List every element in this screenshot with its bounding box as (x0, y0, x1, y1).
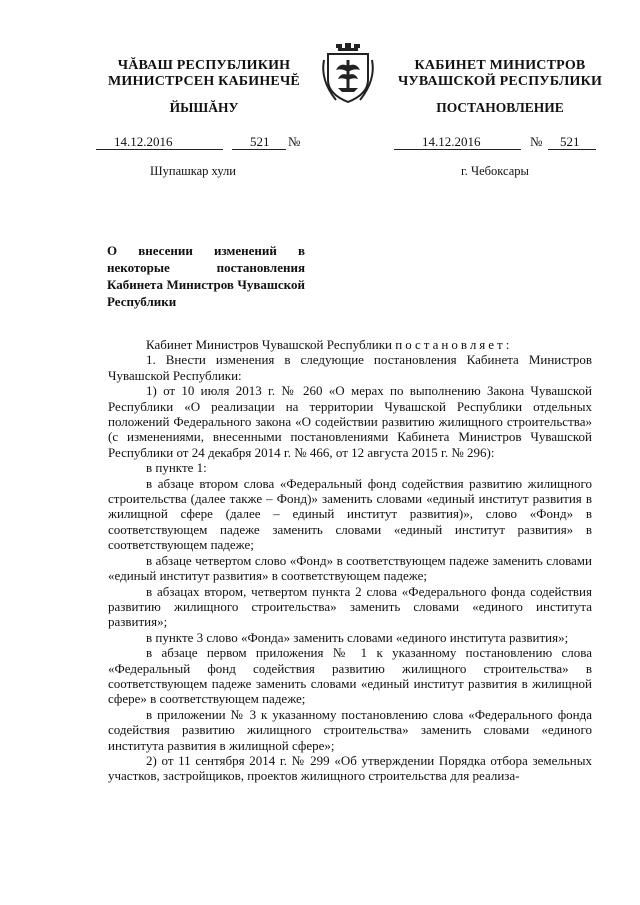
right-number-sign: № (530, 134, 543, 149)
body-paragraph: в абзаце первом приложения № 1 к указанному постановлению слова «Федеральный фонд содействия развитию жилищного строительства» в соответствующем падеже заменить словами «единый институт развития в жилищной сфере» в соответствующем падеже; (108, 645, 592, 707)
place-russian: г. Чебоксары (461, 164, 529, 178)
body-paragraph: 2) от 11 сентября 2014 г. № 299 «Об утверждении Порядка отбора земельных участков, застройщиков, проектов жилищного строительства для реализа- (108, 752, 592, 784)
right-number: 521 (560, 134, 580, 149)
header-right-line-1: КАБИНЕТ МИНИСТРОВ (414, 58, 586, 73)
body-paragraph: в абзацах втором, четвертом пункта 2 слова «Федерального фонда содействия развитию жилищного строительства» заменить словами «единого института развития»; (108, 583, 592, 630)
coat-of-arms-emblem (318, 42, 378, 106)
body-paragraph: в пункте 1: (146, 460, 207, 476)
body-paragraph: в приложении № 3 к указанному постановлению слова «Федерального фонда содействия развитию жилищного строительства» заменить словами «единого института развития в жилищной сфере»; (108, 706, 592, 753)
intro-text: Кабинет Министров Чувашской Республики (146, 337, 396, 352)
header-left-line-1: ЧĂВАШ РЕСПУБЛИКИН (117, 58, 291, 73)
intro-paragraph (108, 337, 592, 352)
left-number-sign: № (288, 134, 301, 149)
doc-type-russian: ПОСТАНОВЛЕНИЕ (436, 100, 564, 115)
left-date: 14.12.2016 (114, 134, 173, 149)
document-subject: О внесении изменений в некоторые постановления Кабинета Министров Чувашской Республики (107, 243, 305, 309)
document-body (108, 337, 592, 784)
doc-type-chuvash: ЙЫШĂНУ (169, 100, 239, 115)
place-chuvash: Шупашкар хули (150, 164, 236, 178)
body-paragraph: в абзаце втором слова «Федеральный фонд содействия развитию жилищного строительства (далее также – Фонд)» заменить словами «единый институт развития в жилищной сфере (далее – единый институт развития)», слово «Фонд» в соответствующем падеже заменить словами «единый институт развития» в соответствующем падеже; (108, 475, 592, 553)
header-right-line-2: ЧУВАШСКОЙ РЕСПУБЛИКИ (397, 74, 603, 89)
body-paragraph: 1) от 10 июля 2013 г. № 260 «О мерах по выполнению Закона Чувашской Республики «О реализации на территории Чувашской Республики отдельных положений Федерального закона «О содействии развитию жилищного строительства» (с изменениями, внесенными постановлениями Кабинета Министров Чувашской Республики от 24 декабря 2014 г. № 466, от 12 августа 2015 г. № 296): (108, 383, 592, 460)
header-left-line-2: МИНИСТРСЕН КАБИНЕЧĔ (108, 74, 300, 89)
left-number: 521 (250, 134, 270, 149)
header-right-russian (396, 58, 604, 90)
body-paragraph: 1. Внести изменения в следующие постановления Кабинета Министров Чувашской Республики: (108, 352, 592, 383)
body-paragraph: в абзаце четвертом слово «Фонд» в соответствующем падеже заменить словами «единый институт развития» в соответствующем падеже; (108, 552, 592, 584)
header-left-chuvash (100, 58, 308, 90)
intro-verb: постановляет: (395, 337, 513, 352)
body-paragraph: в пункте 3 слово «Фонда» заменить словами «единого института развития»; (146, 629, 569, 645)
right-date: 14.12.2016 (422, 134, 481, 149)
